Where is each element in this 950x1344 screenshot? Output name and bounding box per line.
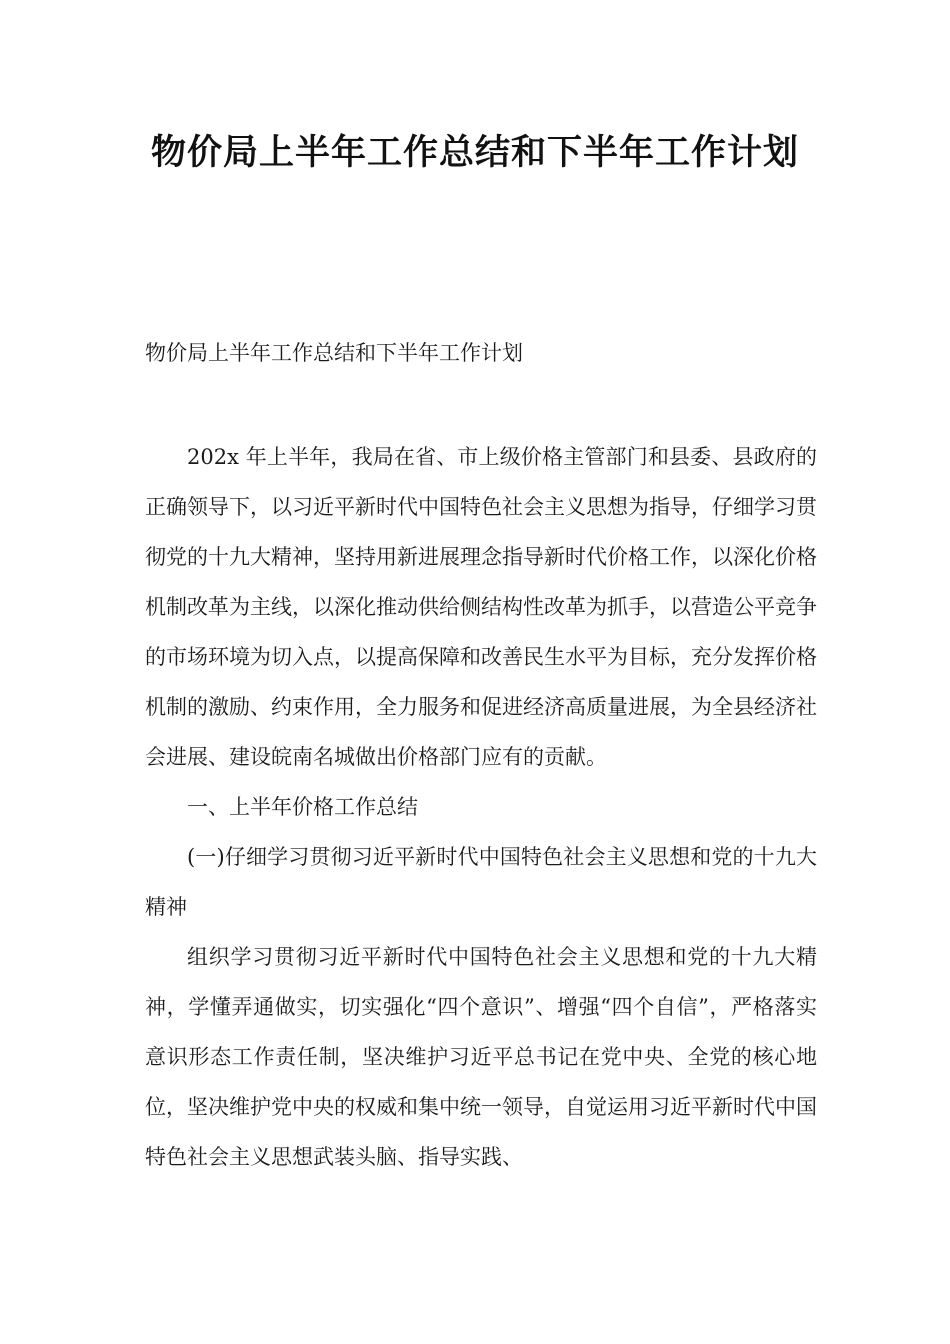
subsection-heading-1: (一)仔细学习贯彻习近平新时代中国特色社会主义思想和党的十九大精神 [145,845,817,919]
document-title: 物价局上半年工作总结和下半年工作计划 [150,133,799,173]
document-body [145,432,817,1182]
paragraph-study: 组织学习贯彻习近平新时代中国特色社会主义思想和党的十九大精神，学懂弄通做实，切实强化“四个意识”、增强“四个自信”，严格落实意识形态工作责任制，坚决维护习近平总书记在党中央、全党的核心地位，坚决维护党中央的权威和集中统一领导，自觉运用习近平新时代中国特色社会主义思想武装头脑、指导实践、 [145,945,817,1169]
document-subtitle: 物价局上半年工作总结和下半年工作计划 [145,341,523,365]
paragraph-intro: 202x 年上半年，我局在省、市上级价格主管部门和县委、县政府的正确领导下，以习近平新时代中国特色社会主义思想为指导，仔细学习贯彻党的十九大精神，坚持用新进展理念指导新时代价格工作，以深化价格机制改革为主线，以深化推动供给侧结构性改革为抓手，以营造公平竞争的市场环境为切入点，以提高保障和改善民生水平为目标，充分发挥价格机制的激励、约束作用，全力服务和促进经济高质量进展，为全县经济社会进展、建设皖南名城做出价格部门应有的贡献。 [145,445,817,769]
section-heading-1: 一、上半年价格工作总结 [187,795,418,819]
